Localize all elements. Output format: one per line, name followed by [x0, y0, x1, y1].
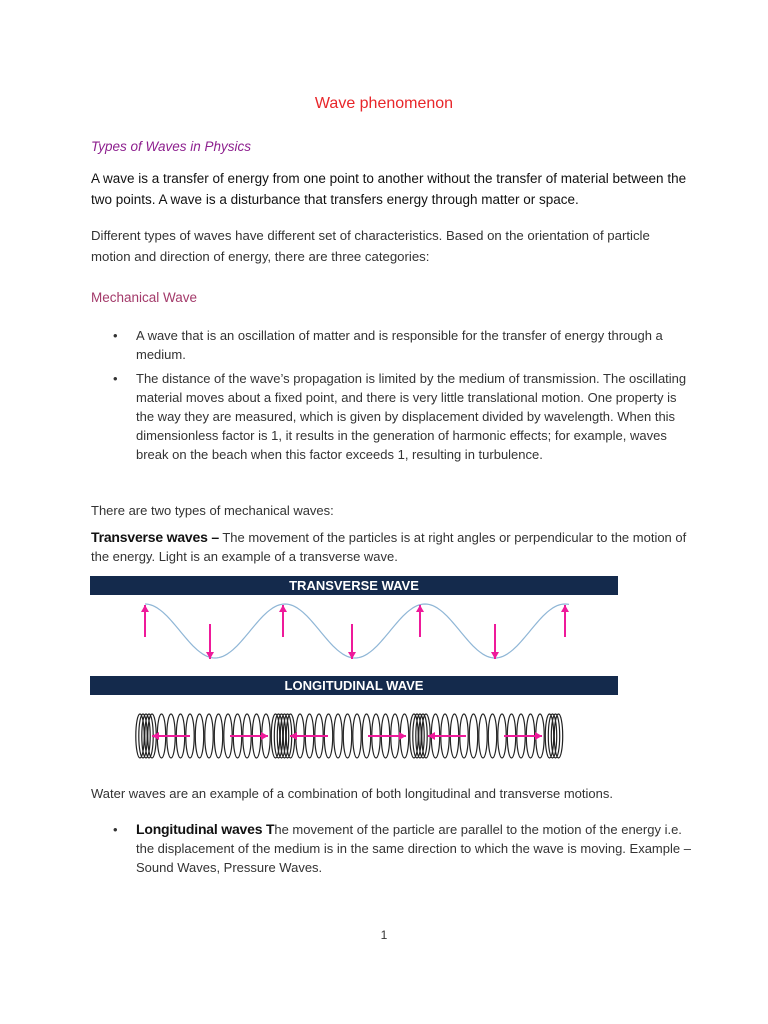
coil-loop — [469, 714, 477, 758]
transverse-text: The movement of the particles is at right angles or perpendicular to the motion of the energy. Light is an example of a transverse wave. — [91, 530, 687, 564]
intro-paragraph: A wave is a transfer of energy from one point to another without the transfer of material between the two points. A wave is a disturbance that transfers energy through matter or space. — [91, 171, 687, 207]
bullet-text: The distance of the wave’s propagation is limited by the medium of transmission. The oscillating material moves about a fixed point, and there is very little translational motion. One property is the way they are measured, which is given by displacement divided by wavelength. When this dimensionless factor is 1, it results in the generation of harmonic effects; for example, waves break on the beach when this factor exceeds 1, resulting in turbulence. — [136, 371, 687, 462]
bullet-icon: • — [113, 328, 118, 343]
page-number: 1 — [380, 928, 388, 942]
coil-loop — [353, 714, 361, 758]
intro2-paragraph: Different types of waves have different set of characteristics. Based on the orientation of particle motion and direction of energy, there are three categories: — [91, 228, 650, 264]
coil-loop — [195, 714, 203, 758]
longitudinal-lead: Longitudinal waves T — [136, 821, 275, 837]
compression-arrow-head — [399, 732, 406, 740]
compression-arrow-head — [290, 732, 297, 740]
section-subtitle: Types of Waves in Physics — [91, 139, 252, 154]
down-arrows — [206, 624, 499, 659]
list-item — [91, 369, 691, 464]
coil-loop — [488, 714, 496, 758]
transverse-lead: Transverse waves – — [91, 529, 219, 545]
compression-arrow-head — [261, 732, 268, 740]
mechanical-bullet-list — [91, 326, 691, 469]
coil-loop — [205, 714, 213, 758]
up-arrow-head — [561, 605, 569, 612]
transverse-paragraph — [91, 528, 691, 566]
transverse-sine-wave — [145, 604, 569, 658]
mechanical-wave-heading: Mechanical Wave — [91, 290, 198, 305]
bullet-icon: • — [113, 822, 118, 837]
wave-diagram — [90, 576, 618, 766]
list-item — [91, 820, 691, 877]
longitudinal-bullet-list — [91, 820, 691, 882]
bullet-icon: • — [113, 371, 118, 386]
up-arrow-head — [141, 605, 149, 612]
bullet-text: A wave that is an oscillation of matter and is responsible for the transfer of energy through a medium. — [136, 328, 663, 362]
longitudinal-arrows — [152, 732, 542, 740]
longitudinal-text: he movement of the particle are parallel to the motion of the energy i.e. the displacement of the medium is in the same direction to which the wave is moving. Example – Sound Waves, Pressure Waves. — [136, 822, 691, 875]
coil-loop — [334, 714, 342, 758]
page-title: Wave phenomenon — [314, 95, 454, 112]
transverse-banner-label: TRANSVERSE WAVE — [289, 578, 419, 593]
two-types-paragraph: There are two types of mechanical waves: — [91, 503, 334, 518]
longitudinal-coils — [136, 714, 563, 758]
up-arrow-head — [279, 605, 287, 612]
coil-loop — [214, 714, 222, 758]
compression-arrow-head — [535, 732, 542, 740]
up-arrows — [141, 605, 569, 637]
coil-loop — [479, 714, 487, 758]
coil-loop — [343, 714, 351, 758]
list-item — [91, 326, 691, 364]
water-waves-paragraph: Water waves are an example of a combination of both longitudinal and transverse motions. — [91, 786, 613, 801]
longitudinal-banner-label: LONGITUDINAL WAVE — [284, 678, 424, 693]
